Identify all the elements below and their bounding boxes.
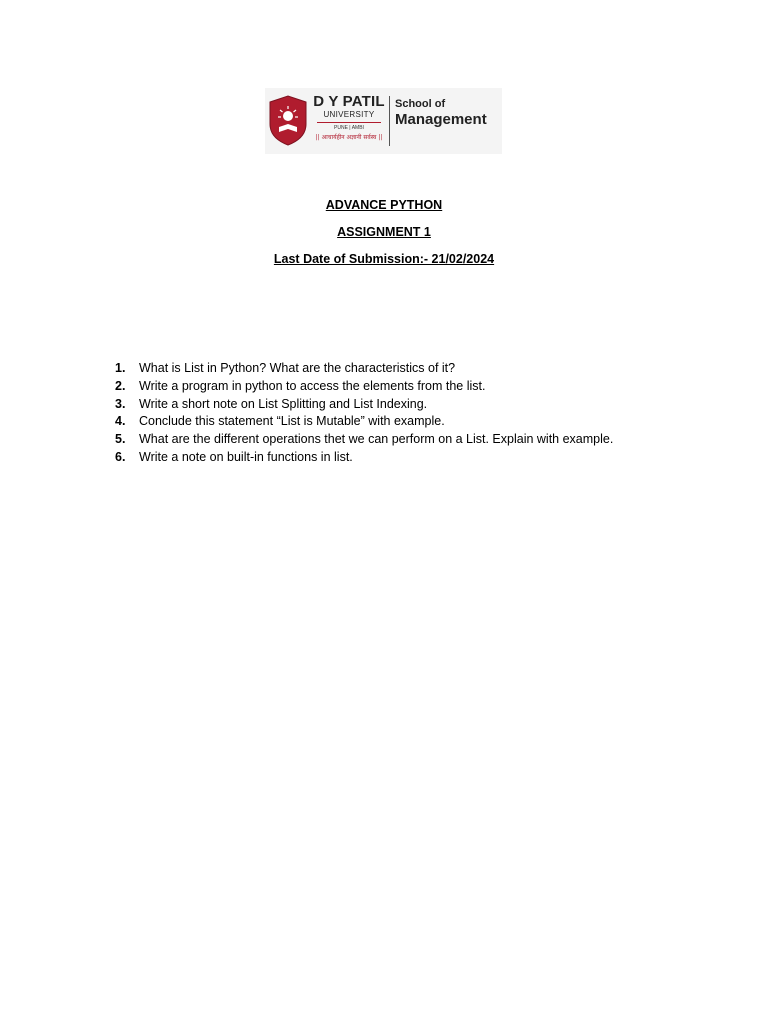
school-line-1: School of xyxy=(395,98,446,110)
university-wordmark xyxy=(313,94,385,142)
question-number: 1. xyxy=(115,361,126,375)
school-line-2: Management xyxy=(395,111,487,128)
question-number: 4. xyxy=(115,414,126,429)
question-number: 2. xyxy=(115,378,126,393)
question-number: 5. xyxy=(115,432,126,447)
question-item xyxy=(115,431,675,449)
university-motto: || आचार्यहीन अज्ञानी सर्वस्व || xyxy=(315,134,383,141)
submission-deadline: Last Date of Submission:- 21/02/2024 xyxy=(273,252,495,266)
question-text: Write a note on built-in functions in list. xyxy=(139,449,353,464)
question-item xyxy=(115,360,675,378)
question-item xyxy=(115,449,675,467)
question-text: Write a program in python to access the elements from the list. xyxy=(139,378,486,393)
question-item xyxy=(115,396,675,414)
question-number: 3. xyxy=(115,396,126,411)
question-text: What are the different operations thet we can perform on a List. Explain with example. xyxy=(139,432,614,447)
school-wordmark xyxy=(395,98,487,129)
question-item xyxy=(115,413,675,431)
university-logo xyxy=(265,88,502,154)
course-title: ADVANCE PYTHON xyxy=(325,198,443,212)
question-item xyxy=(115,378,675,396)
question-text: What is List in Python? What are the characteristics of it? xyxy=(139,361,456,375)
logo-vertical-divider xyxy=(389,96,390,146)
university-subtitle: UNIVERSITY xyxy=(323,110,375,119)
question-text: Conclude this statement “List is Mutable” with example. xyxy=(139,414,445,429)
question-list xyxy=(115,360,675,467)
assignment-title: ASSIGNMENT 1 xyxy=(337,225,431,239)
logo-divider xyxy=(317,122,381,123)
question-number: 6. xyxy=(115,449,126,464)
question-text: Write a short note on List Splitting and List Indexing. xyxy=(139,396,428,411)
shield-emblem-icon xyxy=(268,94,308,146)
university-city: PUNE | AMBI xyxy=(334,125,364,131)
university-name: D Y PATIL xyxy=(313,93,385,110)
